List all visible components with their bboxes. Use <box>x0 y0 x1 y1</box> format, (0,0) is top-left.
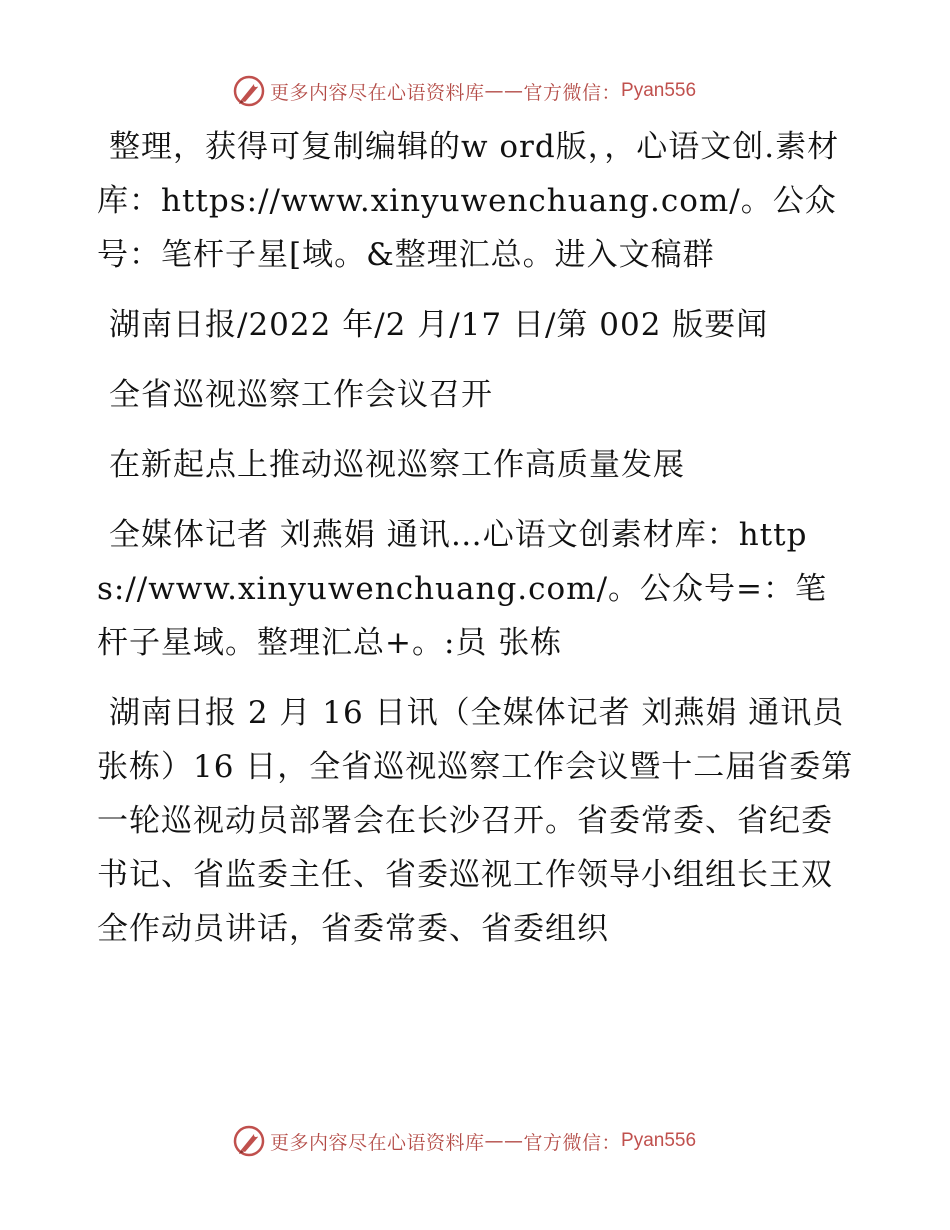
subheadline: 在新起点上推动巡视巡察工作高质量发展 <box>109 447 685 483</box>
footer-banner <box>0 1120 950 1160</box>
header-slogan: 更多内容尽在心语资料库 <box>270 81 485 104</box>
document-body <box>97 120 857 972</box>
footer-banner-row <box>232 1124 696 1158</box>
footer-slogan: 更多内容尽在心语资料库 <box>270 1131 485 1154</box>
header-contact-id: Pyan556 <box>621 80 697 101</box>
footer-contact-id: Pyan556 <box>621 1130 697 1151</box>
headline: 全省巡视巡察工作会议召开 <box>109 377 493 413</box>
footer-separator: —— <box>484 1130 524 1152</box>
header-banner <box>0 70 950 110</box>
header-separator: —— <box>484 80 524 102</box>
byline-paragraph: 全媒体记者 刘燕娟 通讯…心语文创素材库：https://www.xinyuwenchuang.com/。公众号=：笔杆子星域。整理汇总+。:员 张栋 <box>97 517 827 661</box>
pen-logo-icon <box>232 1124 266 1158</box>
article-paragraph: 湖南日报 2 月 16 日讯（全媒体记者 刘燕娟 通讯员 张栋）16 日，全省巡视巡察工作会议暨十二届省委第一轮巡视动员部署会在长沙召开。省委常委、省纪委书记、省监委主任、省委巡视工作领导小组组长王双全作动员讲话，省委常委、省委组织 <box>97 695 854 947</box>
pen-logo-icon <box>232 74 266 108</box>
header-contact-label: 官方微信： <box>523 81 622 104</box>
source-line: 湖南日报/2022 年/2 月/17 日/第 002 版要闻 <box>109 307 769 343</box>
intro-paragraph: 整理，获得可复制编辑的w ord版，，心语文创.素材库：https://www.xinyuwenchuang.com/。公众号：笔杆子星[域。&整理汇总。进入文稿群 <box>97 129 840 273</box>
footer-contact-label: 官方微信： <box>523 1131 622 1154</box>
header-banner-row <box>232 74 696 108</box>
